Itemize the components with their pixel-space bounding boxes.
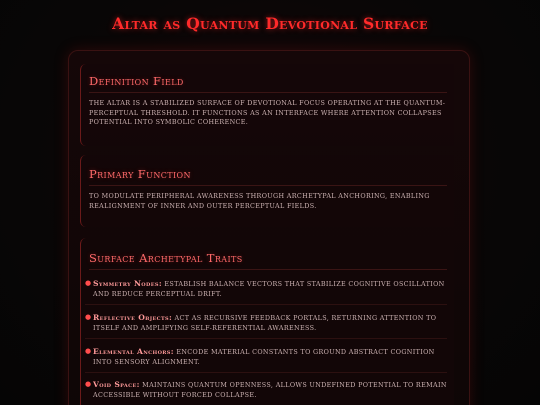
- trait-name: Void Space:: [93, 380, 140, 389]
- trait-name: Elemental Anchors:: [93, 347, 174, 356]
- divider: [89, 185, 447, 186]
- divider: [85, 338, 447, 339]
- divider: [85, 304, 447, 305]
- trait-text: MAINTAINS QUANTUM OPENNESS, ALLOWS UNDEFINED POTENTIAL TO REMAIN ACCESSIBLE WITHOUT FORCED COLLAPSE.: [93, 381, 447, 399]
- trait-item: [85, 380, 449, 400]
- traits-section: [80, 238, 454, 405]
- bullet-icon: ●: [85, 380, 92, 388]
- divider: [89, 92, 447, 93]
- definition-body: THE ALTAR IS A STABILIZED SURFACE OF DEVOTIONAL FOCUS OPERATING AT THE QUANTUM-PERCEPTUAL THRESHOLD. IT FUNCTIONS AS AN INTERFACE WHERE ATTENTION COLLAPSES POTENTIAL INTO SYMBOLIC COHERENCE.: [89, 99, 446, 127]
- trait-item: [85, 313, 449, 333]
- page-title: Altar as Quantum Devotional Surface: [112, 14, 428, 33]
- definition-section: [80, 64, 454, 146]
- trait-text: ENCODE MATERIAL CONSTANTS TO GROUND ABSTRACT COGNITION INTO SENSORY ALIGNMENT.: [93, 348, 435, 366]
- traits-heading: Surface Archetypal Traits: [89, 251, 243, 265]
- primary-function-section: [80, 155, 454, 227]
- trait-item: [85, 347, 449, 367]
- bullet-icon: ●: [85, 347, 92, 355]
- bullet-icon: ●: [85, 279, 92, 287]
- bullet-icon: ●: [85, 313, 92, 321]
- primary-function-body: TO MODULATE PERIPHERAL AWARENESS THROUGH ARCHETYPAL ANCHORING, ENABLING REALIGNMENT OF INNER AND OUTER PERCEPTUAL FIELDS.: [89, 192, 430, 210]
- trait-name: Symmetry Nodes:: [93, 279, 162, 288]
- trait-text: ESTABLISH BALANCE VECTORS THAT STABILIZE COGNITIVE OSCILLATION AND REDUCE PERCEPTUAL DRIFT.: [93, 280, 445, 298]
- trait-item: [85, 279, 449, 299]
- primary-function-heading: Primary Function: [89, 167, 191, 181]
- trait-name: Reflective Objects:: [93, 313, 173, 322]
- divider: [85, 372, 447, 373]
- definition-heading: Definition Field: [89, 74, 184, 88]
- trait-text: ACT AS RECURSIVE FEEDBACK PORTALS, RETURNING ATTENTION TO ITSELF AND AMPLIFYING SELF-REFERENTIAL AWARENESS.: [93, 314, 437, 332]
- divider: [89, 269, 447, 270]
